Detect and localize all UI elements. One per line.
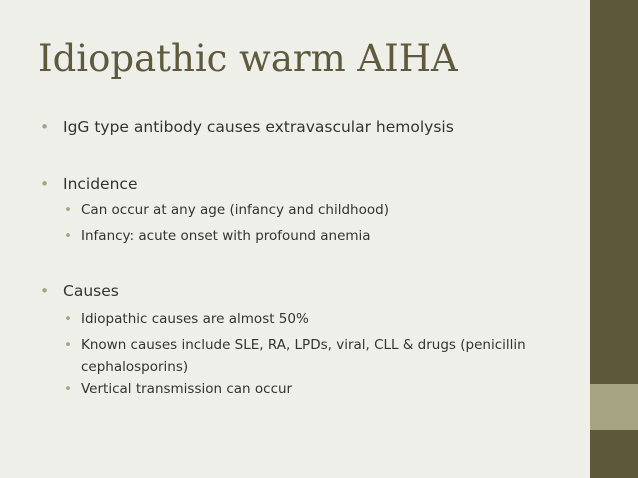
bullet-text: Causes	[63, 282, 119, 300]
bullet-text: Incidence	[63, 175, 138, 193]
sub-bullet-item	[64, 225, 371, 247]
slide-title: Idiopathic warm AIHA	[38, 37, 458, 80]
sub-bullet-item	[64, 308, 309, 330]
sidebar-bottom-band	[590, 430, 638, 478]
sub-bullet-text: Can occur at any age (infancy and childhood)	[81, 202, 389, 218]
bullet-item	[40, 173, 137, 195]
bullet-dot-icon: •	[64, 228, 72, 244]
bullet-dot-icon: •	[64, 381, 72, 397]
sub-bullet-item	[64, 378, 292, 400]
bullet-dot-icon: •	[40, 282, 50, 300]
bullet-dot-icon: •	[40, 175, 50, 193]
sub-bullet-text: Vertical transmission can occur	[81, 381, 293, 397]
bullet-dot-icon: •	[64, 202, 72, 218]
sub-bullet-text: Known causes include SLE, RA, LPDs, viral, CLL & drugs (penicillin cephalosporins)	[81, 337, 526, 375]
sub-bullet-text: Infancy: acute onset with profound anemia	[81, 228, 371, 244]
bullet-dot-icon: •	[40, 118, 50, 136]
bullet-item	[40, 280, 119, 302]
sub-bullet-text: Idiopathic causes are almost 50%	[81, 311, 309, 327]
decorative-sidebar	[590, 0, 638, 478]
sub-bullet-item	[64, 199, 389, 221]
bullet-text: IgG type antibody causes extravascular hemolysis	[63, 118, 454, 136]
bullet-dot-icon: •	[64, 311, 72, 327]
sidebar-accent-band	[590, 384, 638, 430]
bullet-dot-icon: •	[64, 337, 72, 353]
bullet-item	[40, 116, 454, 138]
sidebar-dark-band	[590, 0, 638, 384]
sub-bullet-item	[64, 334, 561, 378]
